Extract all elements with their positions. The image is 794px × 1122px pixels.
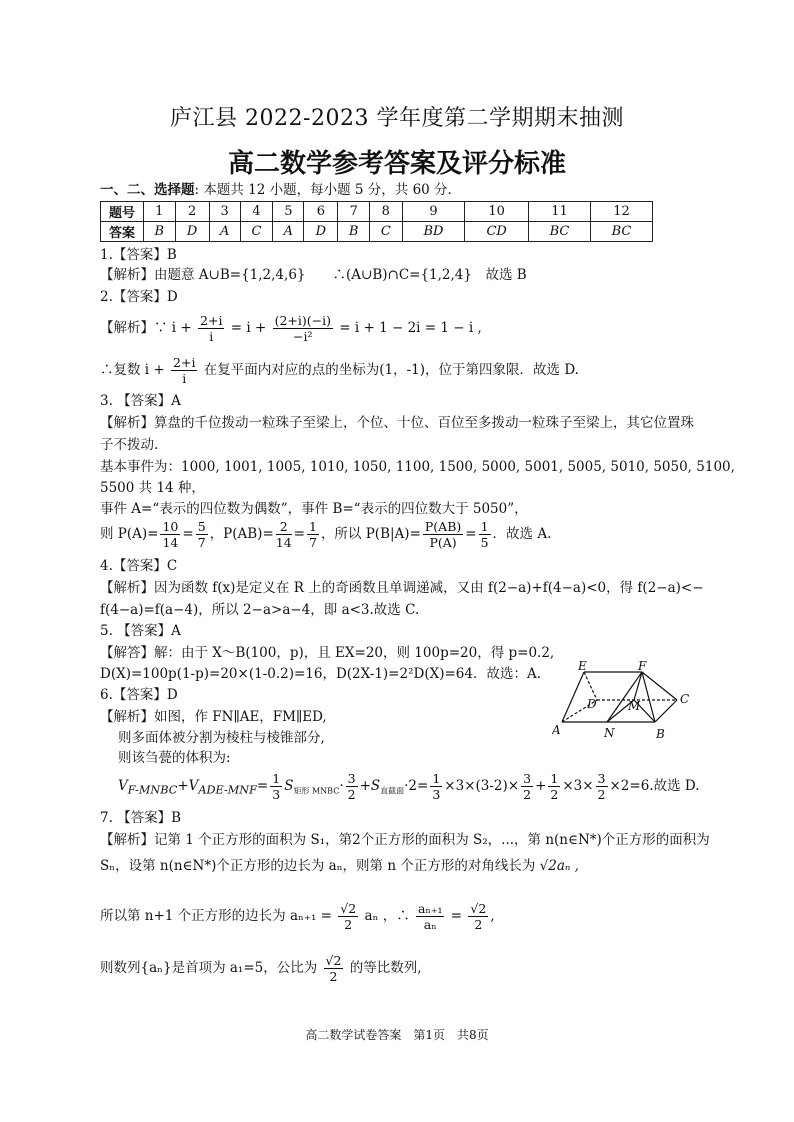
frac-num: 1 xyxy=(480,519,489,534)
page-footer: 高二数学试卷答案 第1页 共8页 xyxy=(305,1028,489,1042)
q2-conclusion xyxy=(100,353,579,387)
frac-den: −i² xyxy=(293,329,313,344)
q2-text: ∴复数 i + xyxy=(100,362,165,378)
q6-text: S xyxy=(284,778,294,794)
table-cell: B xyxy=(338,222,370,242)
label-A: A xyxy=(552,723,561,737)
table-cell: 6 xyxy=(304,202,338,222)
frac-den: 5 xyxy=(480,535,489,550)
frac-den: 7 xyxy=(308,535,317,550)
label-D: D xyxy=(587,697,597,711)
table-cell: 4 xyxy=(240,202,273,222)
frac-num: √2 xyxy=(470,901,487,916)
q4-answer: 4.【答案】C xyxy=(100,558,178,574)
table-cell: 5 xyxy=(273,202,304,222)
q1-answer: 1.【答案】B xyxy=(100,247,177,263)
table-row-numbers xyxy=(101,202,653,222)
section-heading xyxy=(100,180,452,200)
table-cell: 12 xyxy=(590,202,652,222)
q6-fraction xyxy=(521,771,533,802)
q6-text: ×3×(3-2)× xyxy=(444,778,520,794)
q7-text: aₙ ，∴ xyxy=(364,908,410,924)
frac-num: 2+i xyxy=(200,313,223,328)
q6-text: = xyxy=(256,778,269,794)
q2-fraction xyxy=(171,355,197,386)
q3-analysis: 【解析】算盘的千位拨动一粒珠子至梁上，个位、十位、百位至多拨动一粒珠子至梁上，其它位置珠 xyxy=(100,415,694,431)
q2-analysis xyxy=(100,311,482,345)
frac-num: 3 xyxy=(523,771,532,786)
q3-text: ，所以 P(B|A)= xyxy=(320,526,421,542)
q2-text: = i + xyxy=(230,320,267,336)
q3-fraction xyxy=(196,519,208,550)
q2-text: 在复平面内对应的点的坐标为(1，-1)，位于第四象限．故选 D. xyxy=(203,362,579,378)
edge-FN xyxy=(607,672,642,722)
table-cell: 9 xyxy=(402,202,465,222)
table-cell: 2 xyxy=(175,202,209,222)
q6-text: S xyxy=(370,778,381,794)
frac-den: 2 xyxy=(344,917,353,932)
q3-events: 5500 共 14 种， xyxy=(100,480,205,496)
table-cell: 7 xyxy=(338,202,370,222)
exam-title: 庐江县 2022-2023 学年度第二学期期末抽测 xyxy=(170,106,624,131)
table-cell: BC xyxy=(590,222,652,242)
table-cell: BD xyxy=(402,222,465,242)
q7-fraction xyxy=(324,953,344,984)
section-desc: : 本题共 12 小题，每小题 5 分，共 60 分. xyxy=(194,182,452,198)
q2-fraction xyxy=(198,313,224,344)
frac-den: 7 xyxy=(197,535,206,550)
q7-text: 的等比数列, xyxy=(349,960,422,976)
q2-text: 【解析】∵ i + xyxy=(100,320,192,336)
q6-fraction xyxy=(270,771,282,802)
q3-fraction xyxy=(160,519,180,550)
q7-text: 所以第 n+1 个正方形的边长为 aₙ₊₁ = xyxy=(100,908,332,924)
frac-den: aₙ xyxy=(423,917,437,932)
q3-answer: 3. 【答案】A xyxy=(100,393,181,409)
q2-text: = i + 1 − 2i = 1 − i , xyxy=(339,320,482,336)
frac-num: √2 xyxy=(340,901,357,916)
table-cell: B xyxy=(144,222,176,242)
q5-analysis: D(X)=100p(1-p)=20×(1-0.2)=16，D(2X-1)=2²D(X)=64．故选：A. xyxy=(100,666,541,682)
table-cell: 1 xyxy=(144,202,176,222)
answer-table xyxy=(100,201,653,242)
q6-text: ·2= xyxy=(404,778,429,794)
q7-text: , xyxy=(490,908,495,924)
frac-num: 3 xyxy=(597,771,606,786)
q3-text: ．故选 A. xyxy=(492,526,552,542)
q6-fraction xyxy=(346,771,358,802)
frac-num: 1 xyxy=(432,771,441,786)
document-title: 高二数学参考答案及评分标准 xyxy=(227,149,566,179)
frac-den: 2 xyxy=(474,917,483,932)
table-cell: 3 xyxy=(209,202,240,222)
q6-fraction xyxy=(596,771,608,802)
q6-subscript: 直截面 xyxy=(380,786,405,796)
frac-den: 2 xyxy=(347,787,356,802)
q3-text: 则 P(A)= xyxy=(100,526,159,542)
frac-num: 1 xyxy=(272,771,281,786)
q7-diagonal: √2aₙ , xyxy=(539,858,579,874)
edge-FM xyxy=(634,672,642,700)
table-cell: C xyxy=(240,222,273,242)
q6-subscript: F-MNBC xyxy=(127,783,178,797)
frac-num: 3 xyxy=(347,771,356,786)
q6-answer: 6.【答案】D xyxy=(100,687,178,703)
q6-text: ×3× xyxy=(562,778,594,794)
q5-analysis: 【解答】解：由于 X～B(100，p)，且 EX=20，则 100p=20，得 p=0.2, xyxy=(100,645,555,661)
frac-num: √2 xyxy=(325,953,342,968)
q3-fraction xyxy=(479,519,491,550)
frac-num: 1 xyxy=(308,519,317,534)
q6-subscript: 矩形 MNBC xyxy=(293,786,340,796)
table-cell: 11 xyxy=(529,202,591,222)
frac-den: 2 xyxy=(523,787,532,802)
label-B: B xyxy=(656,727,665,741)
q6-text: ×2=6.故选 D. xyxy=(609,778,700,794)
frac-num: (2+i)(−i) xyxy=(274,313,331,328)
q7-fraction xyxy=(416,901,444,932)
frac-den: 2 xyxy=(597,787,606,802)
frac-num: 2 xyxy=(276,519,292,535)
table-cell: 8 xyxy=(369,202,402,222)
q3-text: ，P(AB)= xyxy=(209,526,274,542)
q3-calculation: 则 P(A)= $\frac{10}{14}$ = $\frac{5}{7}$ ，P(AB)= $\frac{2}{14}$ = $\frac{1}{7}$ ，所以 P(B|A)= $\frac{P(AB)}{P(A)}$ = $\frac{1}{5}$ ．故选 A. xyxy=(100,519,552,550)
table-cell: C xyxy=(369,222,402,242)
q7-text: Sₙ，设第 n(n∈N*)个正方形的边长为 aₙ，则第 n 个正方形的对角线长为 xyxy=(100,858,536,874)
frac-num: 2+i xyxy=(173,355,196,370)
frac-den: P(A) xyxy=(429,535,457,550)
q1-analysis: 【解析】由题意 A∪B={1,2,4,6} ∴(A∪B)∩C={1,2,4} 故选 B xyxy=(100,267,527,283)
q7-text: = xyxy=(450,908,463,924)
q7-fraction xyxy=(468,901,488,932)
frac-den: 14 xyxy=(275,535,292,550)
table-cell: A xyxy=(273,222,304,242)
section-label: 一、二、选择题 xyxy=(100,182,195,198)
table-cell: BC xyxy=(529,222,591,242)
table-cell: 10 xyxy=(465,202,529,222)
q6-fraction xyxy=(548,771,560,802)
frac-den: i xyxy=(182,371,187,386)
table-row-answers xyxy=(101,222,653,242)
q6-subscript: ADE-MNF xyxy=(198,783,257,797)
frac-num: 10 xyxy=(162,519,179,534)
frac-den: 2 xyxy=(329,969,338,984)
q4-analysis: f(4−a)=f(a−4)，所以 2−a>a−4，即 a<3.故选 C. xyxy=(100,602,420,618)
q6-analysis: 则多面体被分割为棱柱与棱锥部分, xyxy=(118,730,325,746)
frac-den: 3 xyxy=(272,787,281,802)
label-E: E xyxy=(578,660,587,673)
table-header-answer: 答案 xyxy=(101,222,144,242)
q3-analysis: 子不拨动. xyxy=(100,437,159,453)
table-cell: A xyxy=(209,222,240,242)
edge-FC xyxy=(642,672,677,700)
table-cell: D xyxy=(175,222,209,242)
q5-answer: 5. 【答案】A xyxy=(100,623,181,639)
q7-conclusion xyxy=(100,950,422,986)
edge-BC xyxy=(655,700,677,722)
q6-text: +V xyxy=(177,778,199,794)
frac-num: 1 xyxy=(550,771,559,786)
q7-fraction xyxy=(338,901,358,932)
q3-events: 基本事件为：1000, 1001, 1005, 1010, 1050, 1100, 1500, 5000, 5001, 5005, 5010, 5050, 5100, xyxy=(100,459,735,475)
table-cell: D xyxy=(304,222,338,242)
label-N: N xyxy=(604,726,615,740)
q6-text: V xyxy=(118,778,128,794)
q7-ratio xyxy=(100,898,495,934)
frac-num: aₙ₊₁ xyxy=(418,901,443,916)
q3-fraction xyxy=(307,519,319,550)
q7-analysis: 【解析】记第 1 个正方形的面积为 S₁，第2个正方形的面积为 S₂，...，第 n(n∈N*)个正方形的面积为 xyxy=(100,832,710,848)
q3-fraction xyxy=(276,519,292,550)
label-F: F xyxy=(638,660,647,673)
q6-volume-formula: $V_{F-MNBC}+V_{ADE-MNF}=$ $\frac{1}{3}$ $S_{矩形 MNBC}\cdot$ $\frac{3}{2}$ $+S_{直截面}\cdot 2=$ $\frac{1}{3}$ ×3×(3-2)× $\frac{3}{2}$ + $\frac{1}{2}$ ×3× $\frac{3}{2}$ ×2=6.故选 D. xyxy=(118,771,700,802)
q4-analysis: 【解析】因为函数 f(x)是定义在 R 上的奇函数且单调递减，又由 f(2−a)+f(4−a)<0，得 f(2−a)<− xyxy=(100,580,704,596)
edge-AE xyxy=(562,672,584,722)
edge-ED xyxy=(584,672,597,700)
frac-num: 5 xyxy=(197,519,206,534)
q2-fraction xyxy=(273,313,333,344)
q2-answer: 2.【答案】D xyxy=(100,289,178,305)
q6-analysis: 【解析】如图，作 FN∥AE，FM∥ED, xyxy=(100,709,327,725)
q7-text: 则数列{aₙ}是首项为 a₁=5，公比为 xyxy=(100,960,318,976)
q7-analysis xyxy=(100,856,579,876)
frac-den: 3 xyxy=(432,787,441,802)
label-C: C xyxy=(680,692,690,706)
frac-den: i xyxy=(209,329,214,344)
q3-events: 事件 A=“表示的四位数为偶数”，事件 B=“表示的四位数大于 5050”， xyxy=(100,501,528,517)
table-cell: CD xyxy=(465,222,529,242)
frac-den: 14 xyxy=(162,535,179,550)
frac-den: 2 xyxy=(550,787,559,802)
frac-num: P(AB) xyxy=(424,519,462,534)
q6-fraction xyxy=(430,771,442,802)
q3-fraction xyxy=(423,519,463,550)
table-header-number: 题号 xyxy=(101,202,144,222)
q6-analysis: 则该刍甍的体积为: xyxy=(118,750,231,766)
label-M: M xyxy=(628,699,641,713)
q7-answer: 7. 【答案】B xyxy=(100,810,182,826)
polyhedron-figure xyxy=(552,660,702,742)
